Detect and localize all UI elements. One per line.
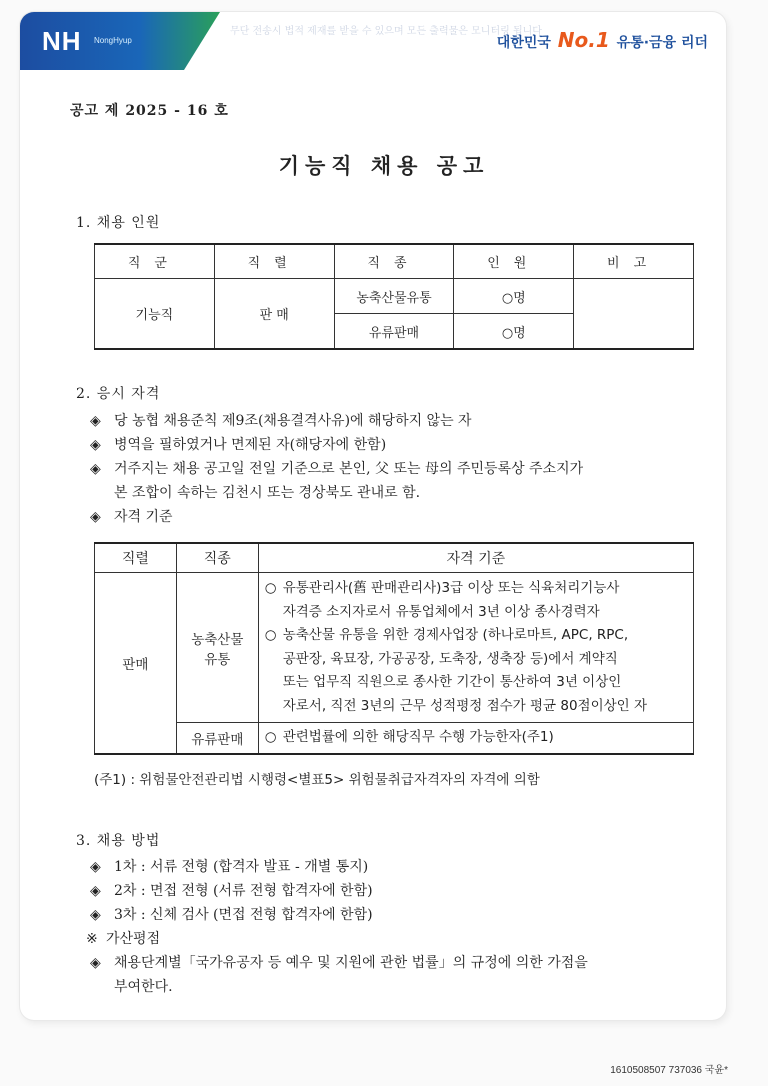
cell-group: 기능직 [95,279,215,350]
circle-bullet-icon: ○ [264,580,277,596]
cell-type: 유류판매 [176,723,258,755]
notice-number: 공고 제 2025 - 16 호 [70,103,229,119]
note-item: ※ 가산평점 [86,927,588,951]
table-header-row [95,244,694,279]
section3-heading: 3. 채용 방법 [76,833,161,849]
list-item: ◈ 당 농협 채용준칙 제9조(채용결격사유)에 해당하지 않는 자 [90,409,583,433]
diamond-bullet-icon: ◈ [90,907,101,923]
cell-type: 농축산물 유통 [176,573,258,723]
table-header-row [95,543,694,573]
cell-count: ○명 [454,279,574,314]
recruitment-count-table [94,243,694,350]
eligibility-list [90,409,583,529]
cell-remark [574,279,694,350]
diamond-bullet-icon: ◈ [90,413,101,429]
list-item: ◈ 거주지는 채용 공고일 전일 기준으로 본인, 父 또는 母의 주민등록상 주소지가 본 조합이 속하는 김천시 또는 경상북도 관내로 함. [90,457,583,505]
list-item: ◈ 2차 : 면접 전형 (서류 전형 합격자에 한함) [90,879,588,903]
diamond-bullet-icon: ◈ [90,461,101,477]
cell-type: 농축산물유통 [334,279,454,314]
diamond-bullet-icon: ◈ [90,859,101,875]
diamond-bullet-icon: ◈ [90,509,101,525]
slogan [497,28,708,52]
col-header-group: 직군 [95,244,215,279]
list-item: ◈ 채용단계별「국가유공자 등 예우 및 지원에 관한 법률」의 규정에 의한 가점을 부여한다. [90,951,588,999]
col-header-remark: 비고 [574,244,694,279]
col-header-type: 직종 [334,244,454,279]
note-mark: ※ [86,931,98,947]
nh-logo: NH [42,26,82,56]
list-item: ◈ 1차 : 서류 전형 (합격자 발표 - 개별 통지) [90,855,588,879]
slogan-post: 유통·금융 리더 [616,35,708,51]
diamond-bullet-icon: ◈ [90,437,101,453]
col-header-count: 인원 [454,244,574,279]
col-header-criteria: 자격 기준 [258,543,693,573]
table-row [95,573,694,723]
slogan-no1: No.1 [557,28,610,52]
list-item: ◈ 자격 기준 [90,505,583,529]
col-header-series: 직렬 [214,244,334,279]
footnote: (주1) : 위험물안전관리법 시행령<별표5> 위험물취급자격자의 자격에 의함 [94,772,540,788]
nh-logo-sub: NongHyup [94,36,132,45]
cell-criteria: ○ 관련법률에 의한 해당직무 수행 가능한자(주1) [258,723,693,755]
cell-criteria: ○ 유통관리사(舊 판매관리사)3급 이상 또는 식육처리기능사 자격증 소지자로서 유통업체에서 3년 이상 종사경력자 ○ 농축산물 유통을 위한 경제사업장 (하나로마트, APC, RPC, 공판장, 육묘장, 가공공장, 도축장, 생축장 등)에서 계약직 또는 업무직 직원으로 종사한 기간이 통산하여 3년 이상인 자로서, 직전 3년의 근무 성적평정 점수가 평균 80점이상인 자 [258,573,693,723]
cell-series: 판매 [95,573,177,755]
section1-heading: 1. 채용 인원 [76,215,161,231]
header-banner [20,12,726,70]
slogan-pre: 대한민국 [496,35,551,51]
list-item: ◈ 3차 : 신체 검사 (면접 전형 합격자에 한함) [90,903,588,927]
table-row [95,723,694,755]
security-watermark: 무단 전송시 법적 제재를 받을 수 있으며 모든 출력물은 모니터링 됩니다 [230,26,542,37]
list-item: ◈ 병역을 필하였거나 면제된 자(해당자에 한함) [90,433,583,457]
cell-type: 유류판매 [334,314,454,350]
document-code: 1610508507 737036 국윤* [610,1065,728,1076]
circle-bullet-icon: ○ [264,627,277,643]
selection-steps-list [86,855,588,999]
col-header-series: 직렬 [95,543,177,573]
diamond-bullet-icon: ◈ [90,955,101,971]
circle-bullet-icon: ○ [264,729,277,746]
cell-count: ○명 [454,314,574,350]
cell-series: 판 매 [214,279,334,350]
document-title: 기능직 채용 공고 [278,153,490,178]
table-row [95,279,694,314]
qualification-table [94,542,694,755]
col-header-type: 직종 [176,543,258,573]
section2-heading: 2. 응시 자격 [76,386,161,402]
diamond-bullet-icon: ◈ [90,883,101,899]
